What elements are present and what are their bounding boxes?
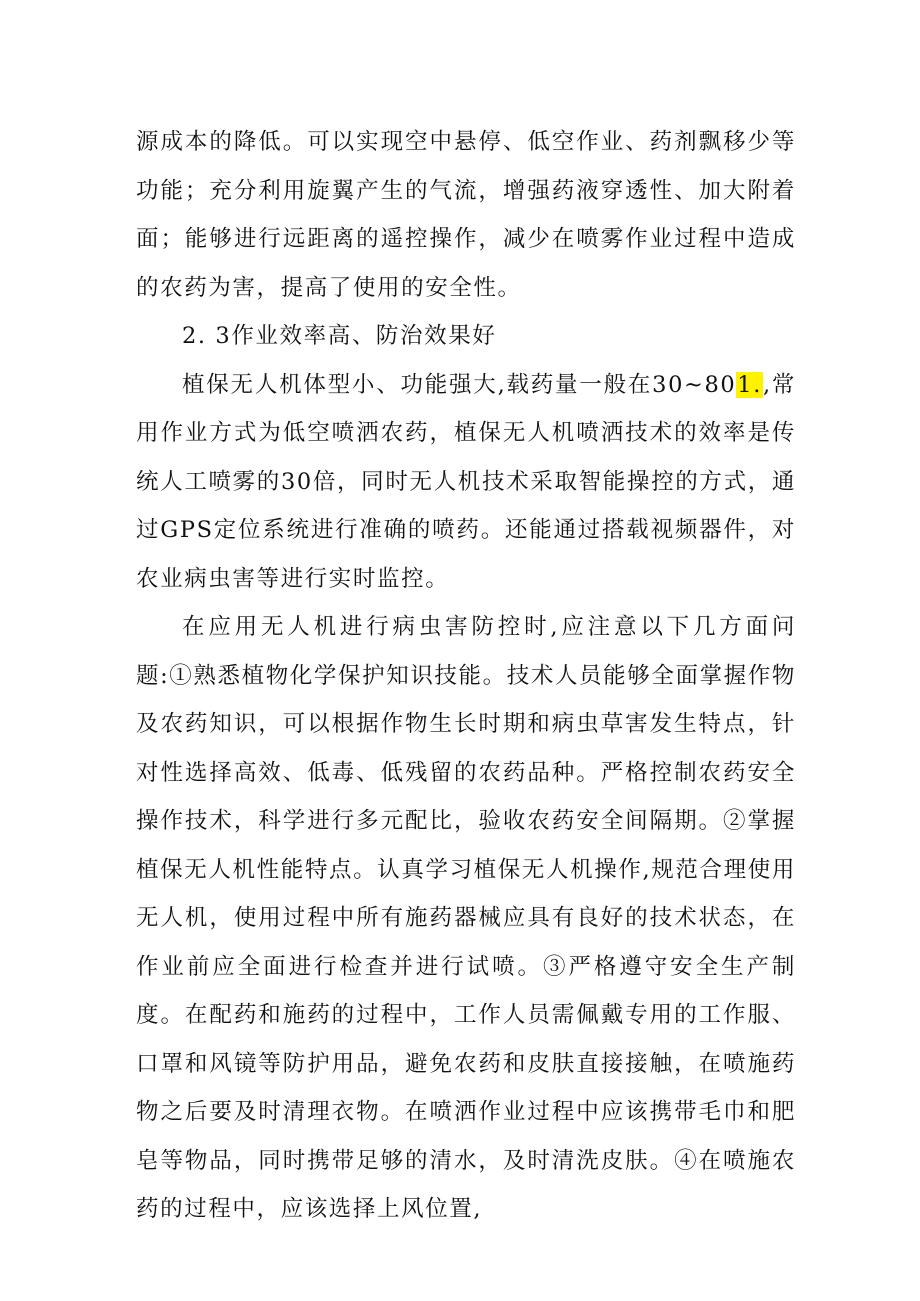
paragraph-efficiency-text-before: 植保无人机体型小、功能强大,载药量一般在30~80: [182, 371, 737, 398]
paragraph-precautions: 在应用无人机进行病虫害防控时,应注意以下几方面问题:①熟悉植物化学保护知识技能。技术人员能够全面掌握作物及农药知识，可以根据作物生长时期和病虫草害发生特点，针对性选择高效、低毒、低残留的农药品种。严格控制农药安全操作技术，科学进行多元配比，验收农药安全间隔期。②掌握植保无人机性能特点。认真学习植保无人机操作,规范合理使用无人机，使用过程中所有施药器械应具有良好的技术状态，在作业前应全面进行检查并进行试喷。③严格遵守安全生产制度。在配药和施药的过程中，工作人员需佩戴专用的工作服、口罩和风镜等防护用品，避免农药和皮肤直接接触，在喷施药物之后要及时清理衣物。在喷洒作业过程中应该携带毛巾和肥皂等物品，同时携带足够的清水，及时清洗皮肤。④在喷施农药的过程中，应该选择上风位置,: [136, 614, 796, 1222]
highlighted-text: 1.: [737, 371, 762, 398]
paragraph-efficiency-text-after: ,常用作业方式为低空喷洒农药，植保无人机喷洒技术的效率是传统人工喷雾的30倍，同时无人机技术采取智能操控的方式，通过GPS定位系统进行准确的喷药。还能通过搭载视频器件，对农业病虫害等进行实时监控。: [136, 371, 796, 592]
paragraph-efficiency: [136, 361, 796, 604]
section-heading: 2. 3作业效率高、防治效果好: [182, 323, 497, 349]
document-page: [136, 118, 796, 1234]
paragraph-continuation: 源成本的降低。可以实现空中悬停、低空作业、药剂飘移少等功能；充分利用旋翼产生的气流，增强药液穿透性、加大附着面；能够进行远距离的遥控操作，减少在喷雾作业过程中造成的农药为害，提高了使用的安全性。: [136, 129, 796, 301]
